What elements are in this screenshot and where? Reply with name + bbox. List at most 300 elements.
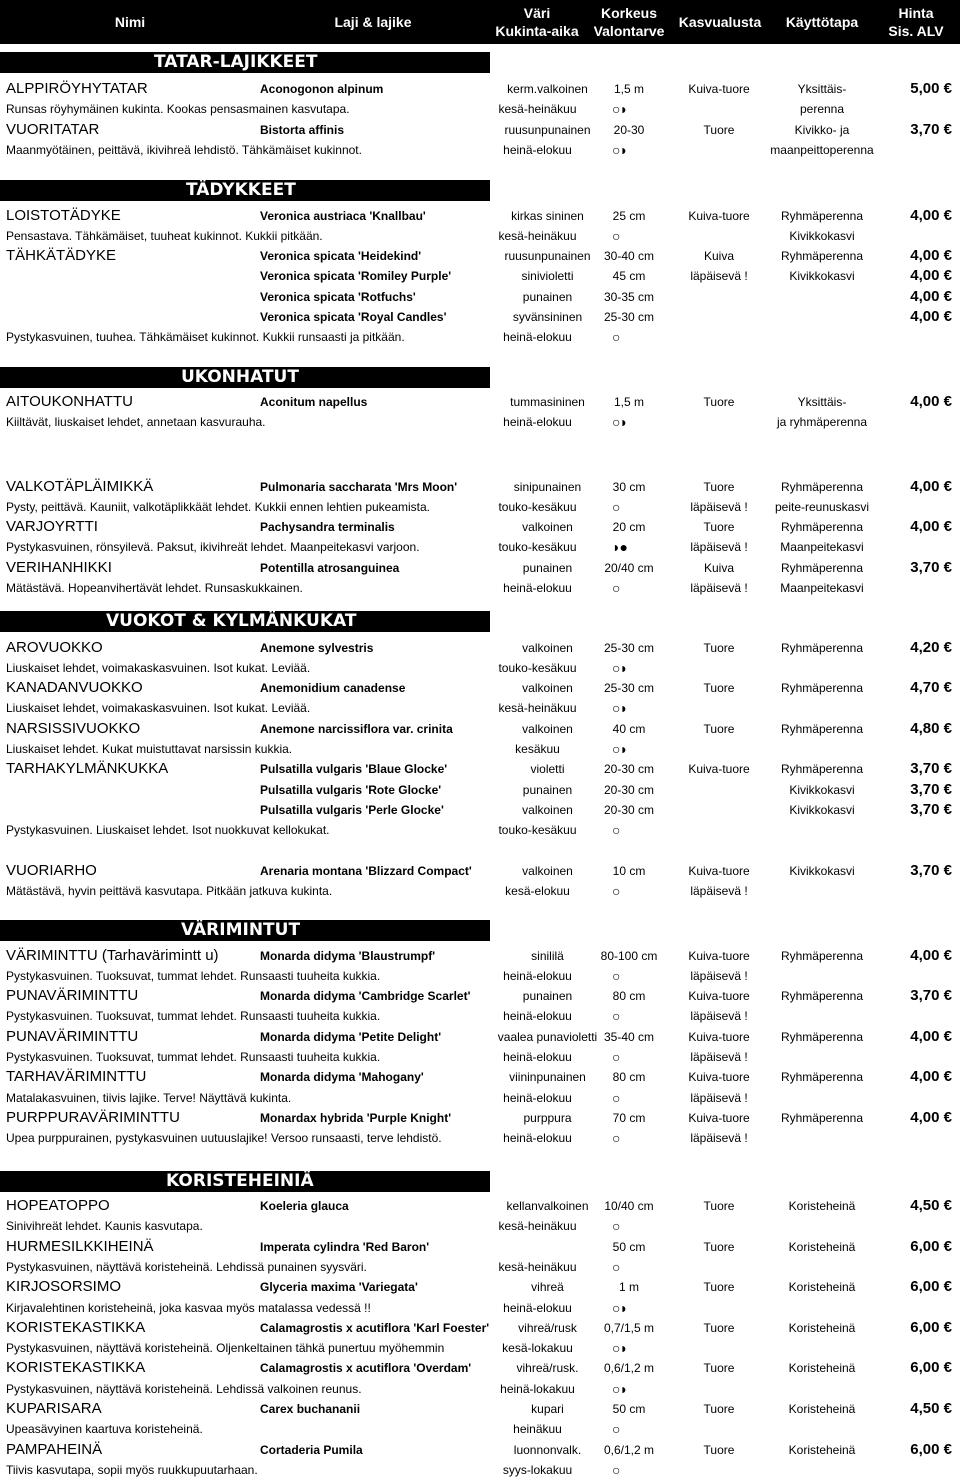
color: violetti (530, 762, 565, 776)
height: 35-40 cm (603, 1030, 655, 1044)
plant-row (0, 678, 960, 698)
description-row (0, 1298, 960, 1318)
description: Liuskaiset lehdet. Kukat muistuttavat narsissin kukkia. (6, 742, 293, 756)
plant-name: TÄHKÄTÄDYKE (6, 247, 117, 264)
price: 4,00 € (910, 393, 952, 410)
height: 40 cm (612, 722, 646, 736)
color: tummasininen (510, 395, 585, 409)
description: Mätästävä. Hopeanvihertävät lehdet. Runsaskukkainen. (6, 581, 303, 595)
light-icon: ○◗ (612, 1300, 627, 1316)
color: sinivioletti (521, 269, 574, 283)
description-row (0, 1128, 960, 1148)
plant-row (0, 392, 960, 412)
growing-medium: Tuore (703, 1443, 735, 1457)
growing-medium: läpäisevä ! (690, 500, 748, 514)
usage: Kivikkokasvi (789, 864, 855, 878)
bloom-time: kesäkuu (515, 742, 560, 756)
price: 3,70 € (910, 987, 952, 1004)
light-icon: ○◗ (612, 700, 627, 716)
description-row (0, 1088, 960, 1108)
color: luonnonvalk. (513, 1443, 582, 1457)
species: Veronica spicata 'Romiley Purple' (260, 269, 452, 283)
plant-name: KORISTEKASTIKKA (6, 1359, 146, 1376)
description: Pystykasvuinen. Liuskaiset lehdet. Isot nuokkuvat kellokukat. (6, 823, 330, 837)
growing-medium: Tuore (703, 1321, 735, 1335)
height: 1,5 m (613, 82, 644, 96)
section-title: VÄRIMINTUT (175, 920, 306, 941)
usage: Ryhmäperenna (780, 480, 864, 494)
color: viininpunainen (509, 1070, 586, 1084)
species: Veronica austriaca 'Knallbau' (260, 209, 426, 223)
height: 80 cm (612, 1070, 646, 1084)
description-row (0, 739, 960, 759)
description-row (0, 881, 960, 901)
growing-medium: Tuore (703, 1199, 735, 1213)
description-row (0, 226, 960, 246)
growing-medium: läpäisevä ! (690, 540, 748, 554)
description-row (0, 497, 960, 517)
growing-medium: Tuore (703, 480, 735, 494)
plant-name: VUORIARHO (6, 862, 97, 879)
description: Pystykasvuinen, näyttävä koristeheinä. Oljenkeltainen tähkä punertuu myöhemmin (6, 1341, 445, 1355)
section-title: VUOKOT & KYLMÄNKUKAT (100, 611, 362, 632)
usage: Koristeheinä (788, 1361, 856, 1375)
bloom-time: touko-kesäkuu (498, 540, 577, 554)
plant-row (0, 517, 960, 537)
usage: Koristeheinä (788, 1240, 856, 1254)
description-row (0, 578, 960, 598)
growing-medium: Kuiva-tuore (688, 949, 750, 963)
usage: Ryhmäperenna (780, 722, 864, 736)
usage: maanpeittoperenna (770, 143, 874, 157)
species: Pulsatilla vulgaris 'Perle Glocke' (260, 803, 444, 817)
height: 10/40 cm (604, 1199, 654, 1213)
light-icon: ○◗ (612, 1381, 627, 1397)
price: 3,70 € (910, 781, 952, 798)
price: 6,00 € (910, 1278, 952, 1295)
bloom-time: heinä-elokuu (503, 143, 572, 157)
description: Kirjavalehtinen koristeheinä, joka kasvaa myös matalassa vedessä !! (6, 1301, 371, 1315)
color: vihreä/rusk (518, 1321, 577, 1335)
light-icon: ◗● (612, 539, 627, 555)
usage: ja ryhmäperenna (776, 415, 868, 429)
light-icon: ○ (612, 1218, 620, 1234)
section-header (0, 180, 490, 201)
price: 4,00 € (910, 288, 952, 305)
description: Maanmyötäinen, peittävä, ikivihreä lehdistö. Tähkämäiset kukinnot. (6, 143, 362, 157)
species: Calamagrostis x acutiflora 'Overdam' (260, 1361, 472, 1375)
light-icon: ○◗ (612, 660, 627, 676)
height: 25-30 cm (603, 681, 655, 695)
plant-name: VERIHANHIKKI (6, 559, 112, 576)
col-laji-header: Laji & lajike (334, 14, 412, 30)
bloom-time: touko-kesäkuu (498, 661, 577, 675)
height: 45 cm (612, 269, 646, 283)
price: 4,00 € (910, 1109, 952, 1126)
description: Upeasävyinen kaartuva koristeheinä. (6, 1422, 203, 1436)
height: 70 cm (612, 1111, 646, 1125)
height: 0,6/1,2 m (603, 1361, 655, 1375)
price: 4,50 € (910, 1197, 952, 1214)
growing-medium: Tuore (703, 1280, 735, 1294)
price: 3,70 € (910, 801, 952, 818)
species: Veronica spicata 'Heidekind' (260, 249, 422, 263)
usage: Ryhmäperenna (780, 949, 864, 963)
growing-medium: Tuore (703, 123, 735, 137)
description-row (0, 1419, 960, 1439)
plant-row (0, 780, 960, 800)
color: sinipunainen (513, 480, 582, 494)
price: 3,70 € (910, 559, 952, 576)
color: punainen (522, 290, 573, 304)
plant-name: HOPEATOPPO (6, 1197, 110, 1214)
usage: Koristeheinä (788, 1443, 856, 1457)
height: 25-30 cm (603, 641, 655, 655)
description: Pystykasvuinen, rönsyilevä. Paksut, ikivihreät lehdet. Maanpeitekasvi varjoon. (6, 540, 420, 554)
bloom-time: heinä-elokuu (503, 415, 572, 429)
price: 6,00 € (910, 1359, 952, 1376)
growing-medium: Kuiva (703, 249, 735, 263)
plant-row (0, 246, 960, 266)
usage: Kivikkokasvi (789, 803, 855, 817)
height: 0,6/1,2 m (603, 1443, 655, 1457)
growing-medium: Kuiva-tuore (688, 1030, 750, 1044)
bloom-time: heinä-elokuu (503, 1050, 572, 1064)
plant-row (0, 1196, 960, 1216)
height: 20-30 cm (603, 803, 655, 817)
plant-row (0, 1237, 960, 1257)
price: 4,20 € (910, 639, 952, 656)
usage: Ryhmäperenna (780, 520, 864, 534)
color: ruusunpunainen (504, 249, 591, 263)
bloom-time: kesä-heinäkuu (498, 229, 577, 243)
plant-row (0, 79, 960, 99)
usage: Maanpeitekasvi (780, 540, 864, 554)
color: valkoinen (522, 520, 573, 534)
plant-row (0, 1067, 960, 1087)
plant-name: HURMESILKKIHEINÄ (6, 1238, 154, 1255)
plant-row (0, 558, 960, 578)
usage: Ryhmäperenna (780, 561, 864, 575)
table-header (0, 0, 960, 44)
col-korkeus-header: Korkeus Valontarve (593, 5, 665, 39)
bloom-time: heinä-elokuu (503, 330, 572, 344)
growing-medium: läpäisevä ! (690, 969, 748, 983)
description-row (0, 1460, 960, 1480)
color: punainen (522, 561, 573, 575)
height: 0,7/1,5 m (603, 1321, 655, 1335)
description-row (0, 412, 960, 432)
bloom-time: heinä-lokakuu (500, 1382, 575, 1396)
light-icon: ○ (612, 1049, 620, 1065)
plant-row (0, 307, 960, 327)
growing-medium: Tuore (703, 520, 735, 534)
price: 4,00 € (910, 308, 952, 325)
light-icon: ○ (612, 1421, 620, 1437)
col-vari-header: Väri Kukinta-aika (495, 5, 579, 39)
description-row (0, 140, 960, 160)
col-kasvualusta-header: Kasvualusta (678, 14, 762, 30)
bloom-time: touko-kesäkuu (498, 500, 577, 514)
description: Pystykasvuinen. Tuoksuvat, tummat lehdet. Runsaasti tuuheita kukkia. (6, 1009, 381, 1023)
light-icon: ○ (612, 499, 620, 515)
species: Pulmonaria saccharata 'Mrs Moon' (260, 480, 458, 494)
species: Monarda didyma 'Petite Delight' (260, 1030, 442, 1044)
description: Pysty, peittävä. Kauniit, valkotäplikkäät lehdet. Kukkii ennen lehtien pukeamista. (6, 500, 431, 514)
color: ruusunpunainen (504, 123, 591, 137)
usage: Ryhmäperenna (780, 249, 864, 263)
plant-name: AITOUKONHATTU (6, 393, 133, 410)
description: Mätästävä, hyvin peittävä kasvutapa. Pitkään jatkuva kukinta. (6, 884, 333, 898)
description-row (0, 1338, 960, 1358)
price: 4,50 € (910, 1400, 952, 1417)
bloom-time: kesä-elokuu (505, 884, 570, 898)
price: 4,00 € (910, 1068, 952, 1085)
price: 4,00 € (910, 1028, 952, 1045)
growing-medium: Kuiva-tuore (688, 989, 750, 1003)
species: Potentilla atrosanguinea (260, 561, 400, 575)
price: 6,00 € (910, 1238, 952, 1255)
plant-name: NARSISSIVUOKKO (6, 720, 141, 737)
growing-medium: Kuiva-tuore (688, 1111, 750, 1125)
usage: Ryhmäperenna (780, 762, 864, 776)
description: Pystykasvuinen, tuuhea. Tähkämäiset kukinnot. Kukkii runsaasti ja pitkään. (6, 330, 405, 344)
description: Kiiltävät, liuskaiset lehdet, annetaan kasvurauha. (6, 415, 266, 429)
plant-row (0, 1318, 960, 1338)
growing-medium: Kuiva-tuore (688, 82, 750, 96)
species: Pulsatilla vulgaris 'Rote Glocke' (260, 783, 442, 797)
light-icon: ○ (612, 1259, 620, 1275)
growing-medium: läpäisevä ! (690, 1009, 748, 1023)
growing-medium: Tuore (703, 722, 735, 736)
species: Koeleria glauca (260, 1199, 349, 1213)
growing-medium: läpäisevä ! (690, 269, 748, 283)
plant-row (0, 1027, 960, 1047)
plant-row (0, 266, 960, 286)
plant-row (0, 759, 960, 779)
usage: Koristeheinä (788, 1321, 856, 1335)
plant-row (0, 638, 960, 658)
species: Bistorta affinis (260, 123, 345, 137)
col-nimi-header: Nimi (114, 14, 146, 30)
light-icon: ○◗ (612, 142, 627, 158)
col-kayttotapa-header: Käyttötapa (785, 14, 859, 30)
price: 3,70 € (910, 121, 952, 138)
section-title: KORISTEHEINIÄ (160, 1171, 320, 1192)
light-icon: ○◗ (612, 1340, 627, 1356)
price: 4,00 € (910, 947, 952, 964)
height: 20-30 (613, 123, 645, 137)
light-icon: ○ (612, 1462, 620, 1478)
description-row (0, 698, 960, 718)
bloom-time: heinä-elokuu (503, 1009, 572, 1023)
color: valkoinen (522, 803, 573, 817)
bloom-time: heinä-elokuu (503, 581, 572, 595)
light-icon: ○ (612, 329, 620, 345)
plant-name: AROVUOKKO (6, 639, 103, 656)
plant-row (0, 719, 960, 739)
price: 6,00 € (910, 1441, 952, 1458)
light-icon: ○ (612, 968, 620, 984)
species: Veronica spicata 'Rotfuchs' (260, 290, 416, 304)
growing-medium: läpäisevä ! (690, 1050, 748, 1064)
price: 4,00 € (910, 267, 952, 284)
growing-medium: läpäisevä ! (690, 1131, 748, 1145)
height: 20/40 cm (604, 561, 654, 575)
bloom-time: heinä-elokuu (503, 969, 572, 983)
growing-medium: Tuore (703, 641, 735, 655)
description: Pystykasvuinen. Tuoksuvat, tummat lehdet. Runsaasti tuuheita kukkia. (6, 969, 381, 983)
height: 80 cm (612, 989, 646, 1003)
description-row (0, 1006, 960, 1026)
plant-name: VARJOYRTTI (6, 518, 98, 535)
height: 25-30 cm (603, 310, 655, 324)
plant-row (0, 477, 960, 497)
description: Tiivis kasvutapa, sopii myös ruukkupuutarhaan. (6, 1463, 258, 1477)
price: 3,70 € (910, 760, 952, 777)
bloom-time: kesä-heinäkuu (498, 102, 577, 116)
price: 4,00 € (910, 247, 952, 264)
plant-name: PURPPURAVÄRIMINTTU (6, 1109, 180, 1126)
usage: Koristeheinä (788, 1199, 856, 1213)
description: Sinivihreät lehdet. Kaunis kasvutapa. (6, 1219, 203, 1233)
species: Cortaderia Pumila (260, 1443, 363, 1457)
bloom-time: kesä-heinäkuu (498, 1260, 577, 1274)
height: 10 cm (612, 864, 646, 878)
growing-medium: Tuore (703, 395, 735, 409)
price: 4,00 € (910, 478, 952, 495)
plant-row (0, 1358, 960, 1378)
growing-medium: läpäisevä ! (690, 581, 748, 595)
bloom-time: kesä-heinäkuu (498, 701, 577, 715)
bloom-time: heinä-elokuu (503, 1091, 572, 1105)
plant-name: KIRJOSORSIMO (6, 1278, 122, 1295)
height: 25 cm (612, 209, 646, 223)
usage: Maanpeitekasvi (780, 581, 864, 595)
light-icon: ○ (612, 1008, 620, 1024)
bloom-time: touko-kesäkuu (498, 823, 577, 837)
bloom-time: syys-lokakuu (502, 1463, 573, 1477)
description: Liuskaiset lehdet, voimakaskasvuinen. Isot kukat. Leviää. (6, 701, 311, 715)
color: kellanvalkoinen (506, 1199, 589, 1213)
plant-row (0, 800, 960, 820)
light-icon: ○ (612, 1130, 620, 1146)
usage: Ryhmäperenna (780, 1070, 864, 1084)
plant-name: PUNAVÄRIMINTTU (6, 1028, 139, 1045)
price: 3,70 € (910, 862, 952, 879)
height: 20 cm (612, 520, 646, 534)
color: valkoinen (522, 641, 573, 655)
plant-name: PUNAVÄRIMINTTU (6, 987, 139, 1004)
height: 80-100 cm (600, 949, 658, 963)
usage: Kivikkokasvi (789, 783, 855, 797)
plant-row (0, 1108, 960, 1128)
color: vihreä (531, 1280, 564, 1294)
plant-name: VUORITATAR (6, 121, 100, 138)
species: Imperata cylindra 'Red Baron' (260, 1240, 430, 1254)
growing-medium: Kuiva-tuore (688, 1070, 750, 1084)
plant-row (0, 986, 960, 1006)
usage: Ryhmäperenna (780, 1030, 864, 1044)
description-row (0, 658, 960, 678)
species: Pulsatilla vulgaris 'Blaue Glocke' (260, 762, 448, 776)
section-header (0, 920, 490, 941)
color: valkoinen (522, 722, 573, 736)
description: Pensastava. Tähkämäiset, tuuheat kukinnot. Kukkii pitkään. (6, 229, 323, 243)
growing-medium: Tuore (703, 1402, 735, 1416)
height: 20-30 cm (603, 783, 655, 797)
color: purppura (523, 1111, 572, 1125)
light-icon: ○ (612, 580, 620, 596)
bloom-time: heinä-elokuu (503, 1131, 572, 1145)
description-row (0, 327, 960, 347)
usage: Ryhmäperenna (780, 641, 864, 655)
plant-name: TARHAKYLMÄNKUKKA (6, 760, 169, 777)
height: 50 cm (612, 1240, 646, 1254)
light-icon: ○◗ (612, 741, 627, 757)
section-title: TATAR-LAJIKKEET (148, 52, 324, 73)
plant-row (0, 206, 960, 226)
usage: Ryhmäperenna (780, 1111, 864, 1125)
usage: peite-reunuskasvi (774, 500, 870, 514)
plant-name: KUPARISARA (6, 1400, 102, 1417)
section-title: TÄDYKKEET (180, 180, 302, 201)
usage: Ryhmäperenna (780, 209, 864, 223)
species: Glyceria maxima 'Variegata' (260, 1280, 418, 1294)
description-row (0, 1216, 960, 1236)
species: Monarda didyma 'Blaustrumpf' (260, 949, 436, 963)
growing-medium: läpäisevä ! (690, 884, 748, 898)
price: 4,00 € (910, 207, 952, 224)
color: sinililä (531, 949, 564, 963)
plant-name: PAMPAHEINÄ (6, 1441, 103, 1458)
description-row (0, 1257, 960, 1277)
color: punainen (522, 783, 573, 797)
description-row (0, 1379, 960, 1399)
section-header (0, 1171, 490, 1192)
species: Monarda didyma 'Mahogany' (260, 1070, 424, 1084)
light-icon: ○ (612, 883, 620, 899)
plant-row (0, 861, 960, 881)
growing-medium: Kuiva-tuore (688, 209, 750, 223)
species: Monarda didyma 'Cambridge Scarlet' (260, 989, 471, 1003)
species: Veronica spicata 'Royal Candles' (260, 310, 447, 324)
plant-name: TARHAVÄRIMINTTU (6, 1068, 147, 1085)
height: 1,5 m (613, 395, 644, 409)
color: kupari (531, 1402, 564, 1416)
plant-name: VALKOTÄPLÄIMIKKÄ (6, 478, 154, 495)
description: Pystykasvuinen. Tuoksuvat, tummat lehdet. Runsaasti tuuheita kukkia. (6, 1050, 381, 1064)
species: Arenaria montana 'Blizzard Compact' (260, 864, 472, 878)
height: 30 cm (612, 480, 646, 494)
usage: Kivikkokasvi (789, 229, 855, 243)
color: valkoinen (522, 681, 573, 695)
color: punainen (522, 989, 573, 1003)
description-row (0, 99, 960, 119)
color: valkoinen (522, 864, 573, 878)
growing-medium: Tuore (703, 681, 735, 695)
growing-medium: Kuiva-tuore (688, 864, 750, 878)
light-icon: ○ (612, 228, 620, 244)
usage: Yksittäis- (797, 395, 847, 409)
bloom-time: kesä-lokakuu (502, 1341, 573, 1355)
color: kerm.valkoinen (507, 82, 588, 96)
usage: Koristeheinä (788, 1402, 856, 1416)
height: 1 m (618, 1280, 639, 1294)
species: Pachysandra terminalis (260, 520, 395, 534)
bloom-time: heinä-elokuu (503, 1301, 572, 1315)
price: 5,00 € (910, 80, 952, 97)
